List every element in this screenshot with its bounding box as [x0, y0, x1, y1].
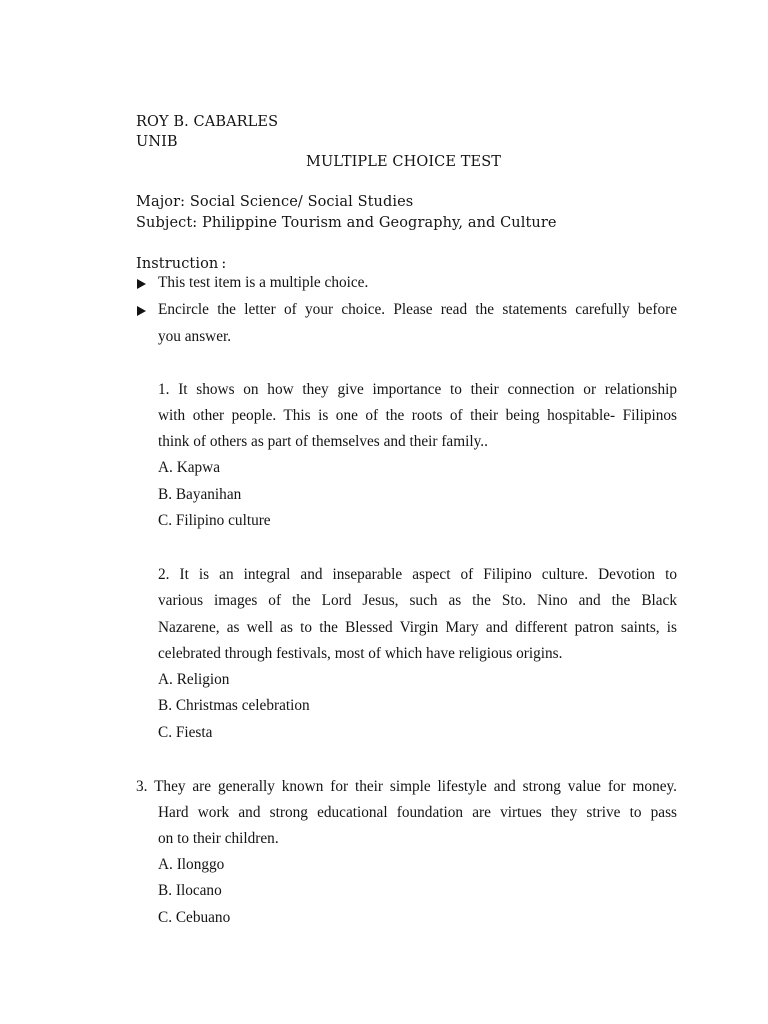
- arrow-bullet-icon: [137, 279, 146, 289]
- question-3-line-2: Hard work and strong educational foundation are virtues they strive to pass: [158, 804, 677, 821]
- instruction-bullet-2: Encircle the letter of your choice. Please read the statements carefully before: [158, 301, 677, 318]
- question-3-line-3: on to their children.: [158, 830, 279, 847]
- question-1-line-1: 1. It shows on how they give importance to their connection or relationship: [158, 381, 677, 398]
- question-2-choice-b: B. Christmas celebration: [158, 697, 310, 714]
- test-title: MULTIPLE CHOICE TEST: [306, 154, 501, 170]
- question-1-line-3: think of others as part of themselves and their family..: [158, 433, 488, 450]
- question-2-choice-a: A. Religion: [158, 671, 230, 688]
- question-2-line-2: various images of the Lord Jesus, such as the Sto. Nino and the Black: [158, 592, 677, 609]
- question-1-line-2: with other people. This is one of the roots of their being hospitable- Filipinos: [158, 407, 677, 424]
- question-2-line-3: Nazarene, as well as to the Blessed Virgin Mary and different patron saints, is: [158, 619, 677, 636]
- major-line: Major: Social Science/ Social Studies: [136, 194, 414, 210]
- instruction-heading-text: Instruction: [136, 256, 219, 272]
- question-3-choice-a: A. Ilonggo: [158, 856, 225, 873]
- question-1-choice-c: C. Filipino culture: [158, 512, 271, 529]
- instruction-bullet-1: This test item is a multiple choice.: [158, 274, 369, 291]
- author-name: ROY B. CABARLES: [136, 114, 279, 130]
- instruction-bullet-2-cont: you answer.: [158, 328, 232, 345]
- question-2-line-1: 2. It is an integral and inseparable aspect of Filipino culture. Devotion to: [158, 566, 677, 583]
- question-3-choice-c: C. Cebuano: [158, 909, 231, 926]
- question-1-choice-b: B. Bayanihan: [158, 486, 242, 503]
- instruction-colon: :: [221, 256, 227, 272]
- question-3-choice-b: B. Ilocano: [158, 882, 222, 899]
- question-2-line-4: celebrated through festivals, most of which have religious origins.: [158, 645, 563, 662]
- subject-line: Subject: Philippine Tourism and Geography, and Culture: [136, 215, 557, 231]
- question-3-line-1: 3. They are generally known for their simple lifestyle and strong value for money.: [136, 778, 677, 795]
- school-name: UNIB: [136, 134, 178, 150]
- question-2-choice-c: C. Fiesta: [158, 724, 213, 741]
- arrow-bullet-icon: [137, 306, 146, 316]
- question-1-choice-a: A. Kapwa: [158, 459, 221, 476]
- instruction-heading: [136, 254, 226, 274]
